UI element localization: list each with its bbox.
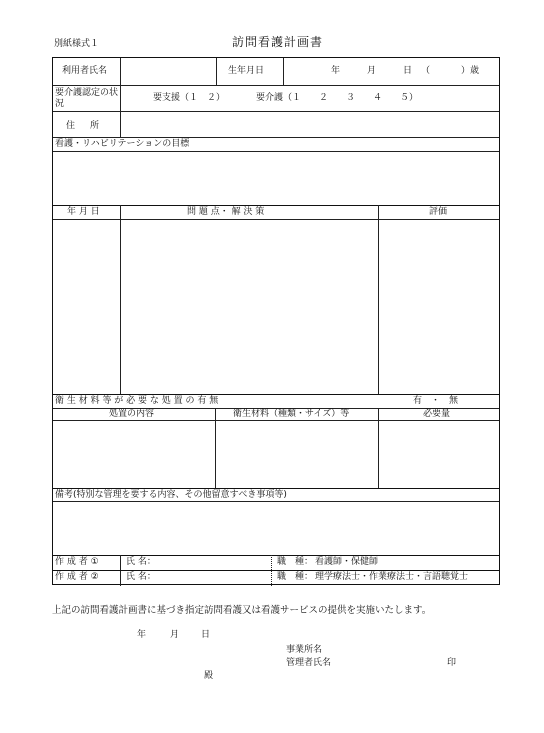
page-title: 訪問看護計画書	[232, 35, 324, 49]
care-level-options: 要介護（１ ２ ３ ４ ５）	[256, 93, 419, 103]
goal-field[interactable]	[57, 154, 495, 204]
user-name-field[interactable]	[125, 66, 215, 77]
supplies-presence-options: 有 ・ 無	[413, 396, 459, 406]
treatment-header: 処置の内容	[109, 409, 155, 419]
problems-solutions-header: 問 題 点・ 解 決 策	[187, 207, 265, 217]
footer-year-label: 年	[137, 630, 147, 640]
footer-statement: 上記の訪問看護計画書に基づき指定訪問看護又は看護サービスの提供を実施いたします。	[52, 605, 432, 616]
support-level-options: 要支援（１ ２）	[153, 93, 226, 103]
creator-2-label: 作 成 者 ②	[55, 572, 99, 582]
addressee-honorific: 殿	[204, 671, 214, 681]
age-open-paren: （	[421, 66, 431, 76]
amount-field[interactable]	[381, 423, 496, 485]
plan-form-table	[52, 57, 500, 585]
treatment-field[interactable]	[55, 423, 212, 485]
creator-1-label: 作 成 者 ①	[55, 557, 99, 567]
creator-2-job-value: 理学療法士・作業療法士・言語聴覚士	[315, 572, 469, 582]
birth-year-label: 年	[331, 66, 341, 76]
remarks-field[interactable]	[57, 504, 495, 552]
material-header: 衛生材料（種類・サイズ）等	[233, 409, 350, 419]
birth-date-label: 生年月日	[228, 66, 265, 76]
creator-1-job-label: 職 種：	[277, 557, 314, 567]
manager-name-label: 管理者氏名	[286, 658, 332, 668]
seal-mark: 印	[447, 658, 457, 668]
user-name-label: 利用者氏名	[62, 66, 108, 76]
material-field[interactable]	[218, 423, 375, 485]
birth-month-label: 月	[367, 66, 377, 76]
footer-day-label: 日	[201, 630, 211, 640]
footer-month-label: 月	[170, 630, 180, 640]
creator-1-name-label: 氏 名：	[126, 557, 156, 567]
creator-2-job-label: 職 種：	[277, 572, 314, 582]
problems-solutions-field[interactable]	[123, 222, 375, 390]
supplies-needed-label: 衛 生 材 料 等 が 必 要 な 処 置 の 有 無	[55, 396, 219, 406]
office-name-label: 事業所名	[286, 645, 323, 655]
problems-date-header: 年 月 日	[67, 207, 100, 217]
birth-day-label: 日	[403, 66, 413, 76]
address-label: 住 所	[66, 121, 103, 131]
problems-date-field[interactable]	[55, 222, 117, 390]
care-level-label: 要介護認定の状況	[55, 88, 119, 109]
remarks-label: 備考(特別な管理を要する内容、その他留意すべき事項等)	[55, 490, 287, 500]
address-field[interactable]	[125, 121, 485, 132]
form-id: 別紙様式１	[54, 39, 100, 49]
goal-label: 看護・リハビリテーションの目標	[55, 139, 190, 149]
evaluation-header: 評価	[429, 207, 448, 217]
evaluation-field[interactable]	[381, 222, 496, 390]
creator-1-job-value: 看護師・保健師	[315, 557, 379, 567]
creator-2-name-label: 氏 名：	[126, 572, 156, 582]
age-label: ）歳	[461, 66, 480, 76]
amount-header: 必要量	[423, 409, 451, 419]
